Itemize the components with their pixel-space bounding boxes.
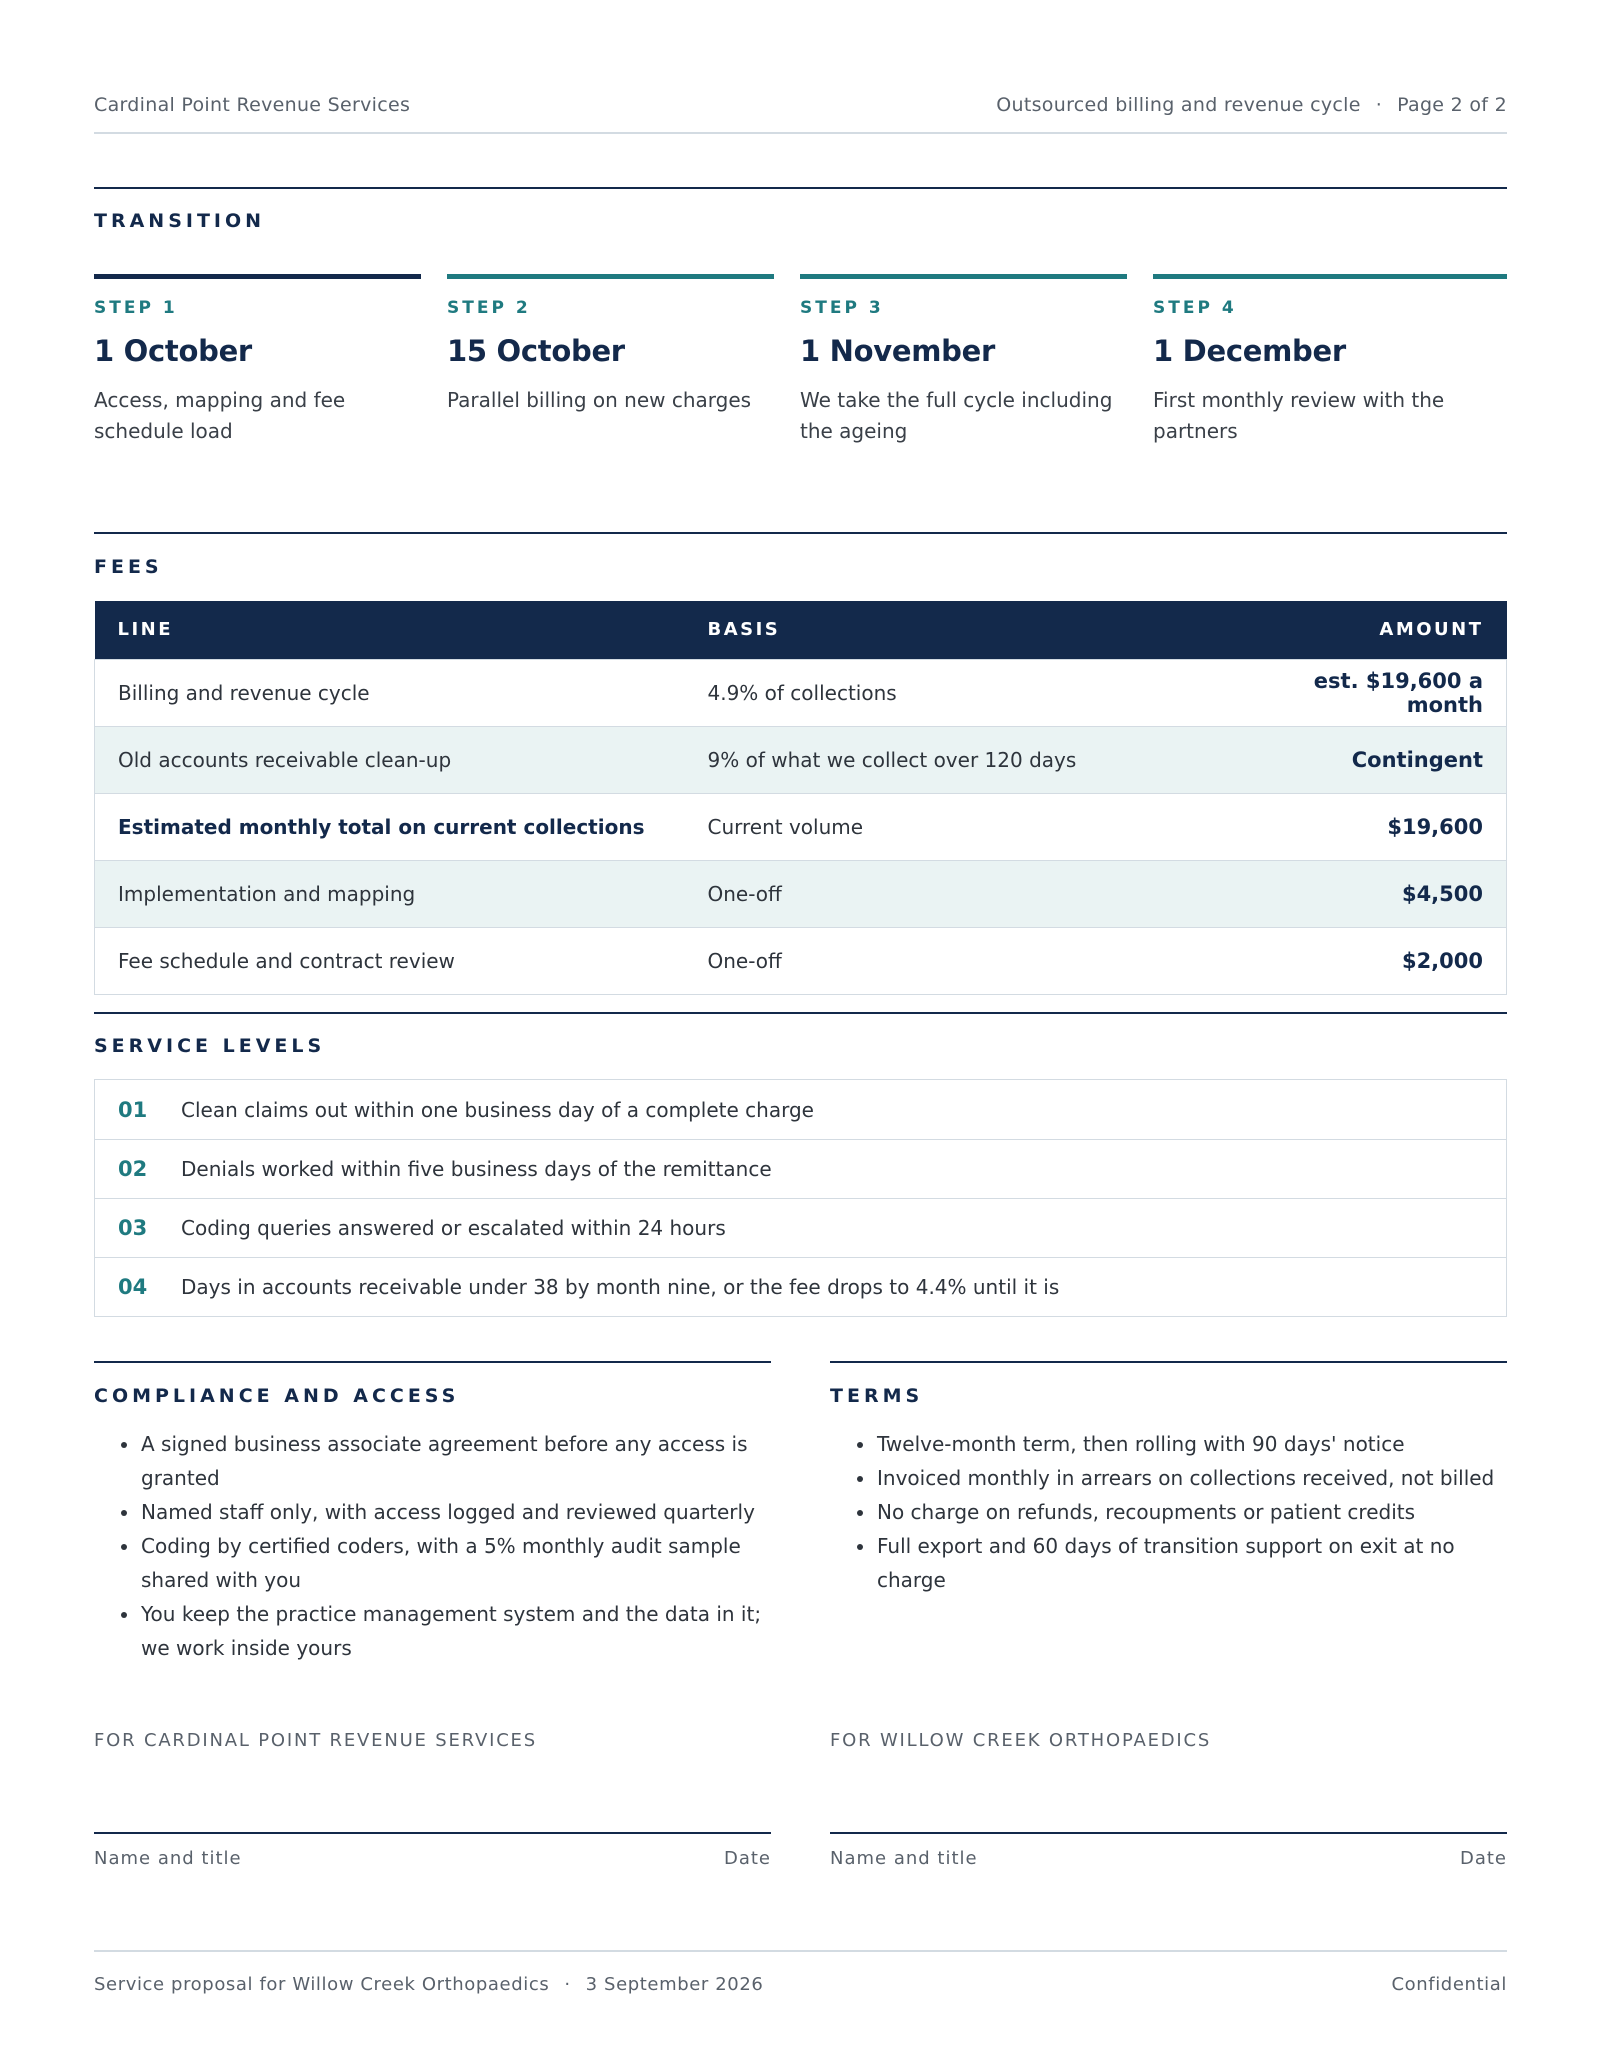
terms-list [830, 1427, 1507, 1597]
name-title-label: Name and title [94, 1848, 242, 1869]
table-row [95, 927, 1507, 994]
step-label: STEP 3 [800, 298, 884, 318]
list-item: Full export and 60 days of transition support on exit at no charge [877, 1529, 1507, 1597]
fee-amount: $4,500 [1245, 860, 1507, 927]
transition-title: TRANSITION [94, 210, 266, 232]
list-item: Named staff only, with access logged and reviewed quarterly [141, 1495, 771, 1529]
list-item [95, 1198, 1506, 1257]
step-date: 15 October [447, 334, 625, 368]
fee-basis: Current volume [685, 793, 1245, 860]
step-bar [1153, 274, 1507, 279]
fee-amount: est. $19,600 a month [1245, 659, 1507, 726]
fee-basis: One-off [685, 860, 1245, 927]
list-item: Twelve-month term, then rolling with 90 days' notice [877, 1427, 1507, 1461]
step-bar [800, 274, 1127, 279]
signature-block-left [94, 1730, 771, 1869]
company-name: Cardinal Point Revenue Services [94, 94, 411, 116]
step-3 [800, 274, 1127, 447]
separator-dot: · [1375, 94, 1383, 116]
step-4 [1153, 274, 1507, 447]
step-description: Access, mapping and fee schedule load [94, 388, 346, 443]
terms-title: TERMS [830, 1385, 924, 1407]
table-row-total [95, 793, 1507, 860]
table-header-row [95, 601, 1507, 659]
section-divider [94, 1012, 1507, 1014]
signature-line[interactable] [830, 1832, 1507, 1834]
name-title-label: Name and title [830, 1848, 978, 1869]
fee-line: Old accounts receivable clean-up [95, 726, 685, 793]
list-item: You keep the practice management system and the data in it; we work inside yours [141, 1597, 771, 1665]
fee-line: Implementation and mapping [95, 860, 685, 927]
section-divider [94, 1361, 771, 1363]
signature-line[interactable] [94, 1832, 771, 1834]
service-levels-title: SERVICE LEVELS [94, 1035, 326, 1057]
section-divider [830, 1361, 1507, 1363]
item-text: Days in accounts receivable under 38 by month nine, or the fee drops to 4.4% until it is [181, 1275, 1060, 1299]
header-right [996, 94, 1507, 116]
fees-title: FEES [94, 556, 163, 578]
list-item: A signed business associate agreement before any access is granted [141, 1427, 771, 1495]
page-footer [94, 1950, 1507, 1995]
list-item [95, 1139, 1506, 1198]
separator-dot: · [564, 1974, 571, 1995]
signatory-org: FOR CARDINAL POINT REVENUE SERVICES [94, 1730, 537, 1751]
section-divider [94, 187, 1507, 189]
date-label: Date [723, 1848, 771, 1869]
confidential-label: Confidential [1391, 1974, 1507, 1995]
service-levels-list [94, 1079, 1507, 1317]
fee-line: Billing and revenue cycle [95, 659, 685, 726]
item-text: Denials worked within five business days of the remittance [181, 1157, 772, 1181]
list-item [95, 1257, 1506, 1316]
step-description: First monthly review with the partners [1153, 388, 1445, 443]
compliance-section [94, 1361, 771, 1665]
fee-amount: Contingent [1245, 726, 1507, 793]
document-subtitle: Outsourced billing and revenue cycle [996, 94, 1361, 116]
list-item: Coding by certified coders, with a 5% monthly audit sample shared with you [141, 1529, 771, 1597]
signature-block-right [830, 1730, 1507, 1869]
item-text: Coding queries answered or escalated within 24 hours [181, 1216, 726, 1240]
section-divider [94, 532, 1507, 534]
step-bar [94, 274, 421, 279]
item-text: Clean claims out within one business day of a complete charge [181, 1097, 814, 1122]
step-description: Parallel billing on new charges [447, 388, 752, 412]
step-bar [447, 274, 774, 279]
step-date: 1 November [800, 334, 995, 368]
step-2 [447, 274, 774, 416]
terms-section [830, 1361, 1507, 1597]
item-number: 03 [118, 1216, 148, 1240]
compliance-title: COMPLIANCE AND ACCESS [94, 1385, 460, 1407]
table-row [95, 860, 1507, 927]
step-label: STEP 1 [94, 298, 178, 318]
signatory-org: FOR WILLOW CREEK ORTHOPAEDICS [830, 1730, 1212, 1751]
column-header-amount: AMOUNT [1245, 601, 1507, 659]
fee-basis: 4.9% of collections [685, 659, 1245, 726]
step-1 [94, 274, 421, 447]
list-item: No charge on refunds, recoupments or patient credits [877, 1495, 1507, 1529]
column-header-line: LINE [95, 601, 685, 659]
item-number: 01 [118, 1097, 148, 1122]
step-date: 1 October [94, 334, 252, 368]
fee-basis: 9% of what we collect over 120 days [685, 726, 1245, 793]
fee-amount: $19,600 [1245, 793, 1507, 860]
item-number: 02 [118, 1157, 148, 1181]
column-header-basis: BASIS [685, 601, 1245, 659]
page-header [94, 94, 1507, 134]
proposal-title: Service proposal for Willow Creek Orthopaedics [94, 1974, 550, 1995]
fee-basis: One-off [685, 927, 1245, 994]
document-page [94, 0, 1507, 2071]
fee-amount: $2,000 [1245, 927, 1507, 994]
table-row [95, 726, 1507, 793]
step-date: 1 December [1153, 334, 1346, 368]
page-number: Page 2 of 2 [1397, 94, 1507, 116]
fee-line: Estimated monthly total on current collections [95, 793, 685, 860]
step-label: STEP 4 [1153, 298, 1237, 318]
fees-table [94, 601, 1507, 995]
compliance-list [94, 1427, 771, 1665]
step-description: We take the full cycle including the ageing [800, 388, 1113, 443]
list-item: Invoiced monthly in arrears on collections received, not billed [877, 1461, 1507, 1495]
table-row [95, 659, 1507, 726]
list-item [95, 1080, 1506, 1139]
proposal-date: 3 September 2026 [585, 1974, 764, 1995]
item-number: 04 [118, 1275, 148, 1299]
fee-line: Fee schedule and contract review [95, 927, 685, 994]
step-label: STEP 2 [447, 298, 531, 318]
date-label: Date [1459, 1848, 1507, 1869]
